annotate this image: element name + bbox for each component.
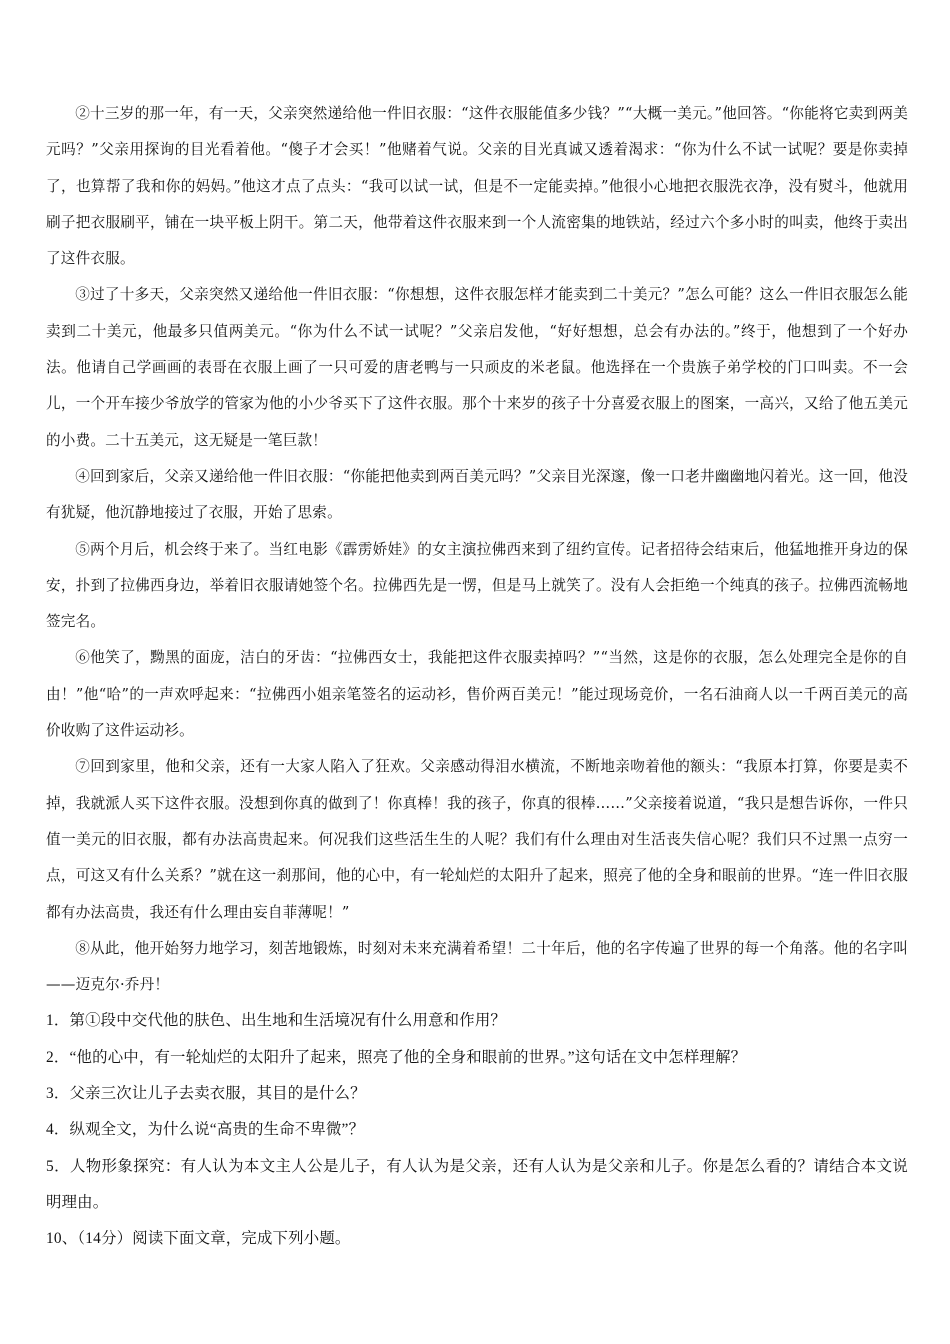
question-2: 2．“他的心中，有一轮灿烂的太阳升了起来，照亮了他的全身和眼前的世界。”这句话在文中怎样理解？ <box>46 1048 747 1066</box>
next-section-heading: 10、（14分）阅读下面文章，完成下列小题。 <box>46 1230 351 1248</box>
paragraph-5: ⑤两个月后，机会终于来了。当红电影《霹雳娇娃》的女主演拉佛西来到了纽约宣传。记者招待会结束后，他猛地推开身边的保安，扑到了拉佛西身边，举着旧衣服请她签个名。拉佛西先是一愣，但是马上就笑了。没有人会拒绝一个纯真的孩子。拉佛西流畅地签完名。 <box>46 540 908 631</box>
question-3: 3．父亲三次让儿子去卖衣服，其目的是什么？ <box>46 1085 366 1103</box>
paragraph-7: ⑦回到家里，他和父亲，还有一大家人陷入了狂欢。父亲感动得泪水横流，不断地亲吻着他的额头：“我原本打算，你要是卖不掉，我就派人买下这件衣服。没想到你真的做到了！你真棒！我的孩子，你真的很棒……”父亲接着说道，“我只是想告诉你，一件只值一美元的旧衣服，都有办法高贵起来。何况我们这些活生生的人呢？我们有什么理由对生活丧失信心呢？我们只不过黑一点穷一点，可这又有什么关系？”就在这一刹那间，他的心中，有一轮灿烂的太阳升了起来，照亮了他的全身和眼前的世界。“连一件旧衣服都有办法高贵，我还有什么理由妄自菲薄呢！” <box>46 758 908 921</box>
document-page <box>46 96 908 1258</box>
paragraph-6: ⑥他笑了，黝黑的面庞，洁白的牙齿：“拉佛西女士，我能把这件衣服卖掉吗？”“当然，这是你的衣服，怎么处理完全是你的自由！”他“哈”的一声欢呼起来：“拉佛西小姐亲笔签名的运动衫，售价两百美元！”能过现场竞价，一名石油商人以一千两百美元的高价收购了这件运动衫。 <box>46 649 908 740</box>
paragraph-2: ②十三岁的那一年，有一天，父亲突然递给他一件旧衣服：“这件衣服能值多少钱？”“大概一美元。”他回答。“你能将它卖到两美元吗？”父亲用探询的目光看着他。“傻子才会买！”他赌着气说。父亲的目光真诚又透着渴求：“你为什么不试一试呢？要是你卖掉了，也算帮了我和你的妈妈。”他这才点了点头：“我可以试一试，但是不一定能卖掉。”他很小心地把衣服洗衣净，没有熨斗，他就用刷子把衣服刷平，铺在一块平板上阴干。第二天，他带着这件衣服来到一个人流密集的地铁站，经过六个多小时的叫卖，他终于卖出了这件衣服。 <box>46 105 908 268</box>
reading-passage <box>46 96 908 1003</box>
question-list <box>46 1003 908 1221</box>
paragraph-3: ③过了十多天，父亲突然又递给他一件旧衣服：“你想想，这件衣服怎样才能卖到二十美元？”怎么可能？这么一件旧衣服怎么能卖到二十美元，他最多只值两美元。“你为什么不试一试呢？”父亲启发他，“好好想想，总会有办法的。”终于，他想到了一个好办法。他请自己学画画的表哥在衣服上画了一只可爱的唐老鸭与一只顽皮的米老鼠。他选择在一个贵族子弟学校的门口叫卖。不一会儿，一个开车接少爷放学的管家为他的小少爷买下了这件衣服。那个十来岁的孩子十分喜爱衣服上的图案，一高兴，又给了他五美元的小费。二十五美元，这无疑是一笔巨款！ <box>46 286 908 449</box>
paragraph-4: ④回到家后，父亲又递给他一件旧衣服：“你能把他卖到两百美元吗？”父亲目光深邃，像一口老井幽幽地闪着光。这一回，他没有犹疑，他沉静地接过了衣服，开始了思索。 <box>46 467 908 522</box>
question-5: 5．人物形象探究：有人认为本文主人公是儿子，有人认为是父亲，还有人认为是父亲和儿子。你是怎么看的？请结合本文说明理由。 <box>46 1157 908 1211</box>
paragraph-8: ⑧从此，他开始努力地学习，刻苦地锻炼，时刻对未来充满着希望！二十年后，他的名字传遍了世界的每一个角落。他的名字叫——迈克尔·乔丹！ <box>46 939 908 994</box>
question-1: 1．第①段中交代他的肤色、出生地和生活境况有什么用意和作用？ <box>46 1012 507 1030</box>
question-4: 4．纵观全文，为什么说“高贵的生命不卑微”？ <box>46 1121 365 1139</box>
